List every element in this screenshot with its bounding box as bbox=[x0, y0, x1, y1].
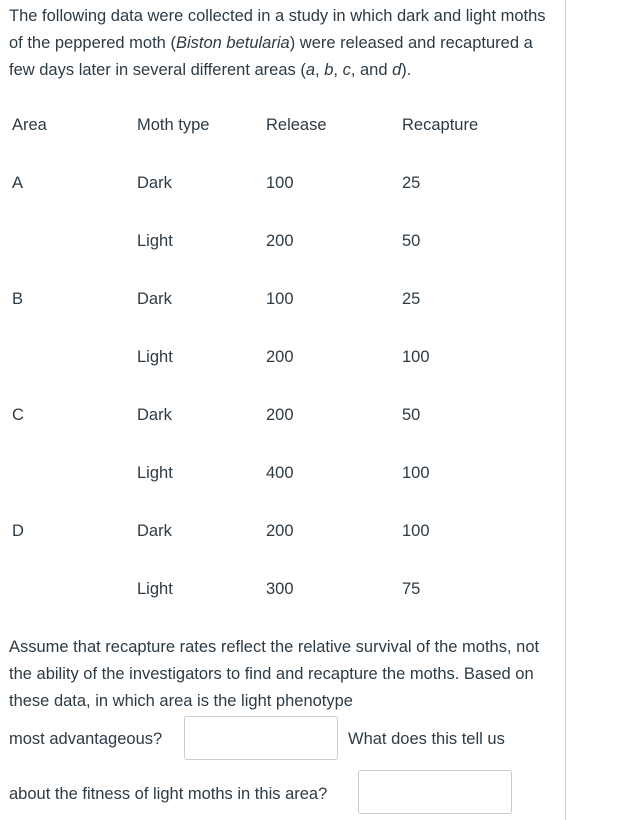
header-release: Release bbox=[266, 116, 327, 134]
cell-release: 300 bbox=[266, 580, 294, 598]
cell-release: 200 bbox=[266, 522, 294, 540]
area-letter-a: a bbox=[305, 61, 316, 79]
area-letter-c: c bbox=[342, 61, 351, 79]
cell-moth-type: Light bbox=[137, 464, 173, 482]
cell-recapture: 50 bbox=[402, 232, 421, 250]
cell-recapture: 50 bbox=[402, 406, 421, 424]
cell-release: 200 bbox=[266, 232, 294, 250]
cell-release: 400 bbox=[266, 464, 294, 482]
fitness-question-label: about the fitness of light moths in this area? bbox=[9, 785, 328, 803]
header-area: Area bbox=[12, 116, 47, 134]
intro-text-1: The following data were collected in a study in which dark and light moths of the peppered moth ( bbox=[9, 7, 546, 52]
table-row bbox=[0, 216, 560, 274]
cell-recapture: 75 bbox=[402, 580, 421, 598]
question-text: Assume that recapture rates reflect the relative survival of the moths, not the ability of the investigators to find and recapture the moths. Based on these data, in which area is the light phenotype bbox=[9, 638, 540, 710]
intro-sep-2: , bbox=[333, 61, 343, 79]
cell-release: 200 bbox=[266, 348, 294, 366]
area-answer-input[interactable] bbox=[184, 716, 338, 760]
table-row bbox=[0, 506, 560, 564]
cell-recapture: 100 bbox=[402, 522, 430, 540]
cell-moth-type: Dark bbox=[137, 290, 172, 308]
cell-recapture: 100 bbox=[402, 464, 430, 482]
cell-area: B bbox=[12, 290, 24, 308]
cell-moth-type: Light bbox=[137, 348, 173, 366]
cell-moth-type: Dark bbox=[137, 406, 172, 424]
table-header-row bbox=[0, 100, 560, 158]
table-row bbox=[0, 564, 560, 622]
header-recapture: Recapture bbox=[402, 116, 479, 134]
intro-sep-1: , bbox=[315, 61, 325, 79]
what-does-this-tell-label: What does this tell us bbox=[348, 730, 505, 748]
answer-line-1 bbox=[9, 716, 559, 760]
cell-recapture: 25 bbox=[402, 290, 421, 308]
intro-paragraph bbox=[9, 3, 554, 84]
cell-area: D bbox=[12, 522, 24, 540]
cell-recapture: 100 bbox=[402, 348, 430, 366]
cell-release: 100 bbox=[266, 290, 294, 308]
area-letter-d: d bbox=[392, 61, 402, 79]
header-moth-type: Moth type bbox=[137, 116, 210, 134]
cell-release: 200 bbox=[266, 406, 294, 424]
content-right-border bbox=[565, 0, 566, 820]
data-table bbox=[0, 100, 560, 622]
cell-recapture: 25 bbox=[402, 174, 421, 192]
cell-area: A bbox=[12, 174, 24, 192]
table-row bbox=[0, 390, 560, 448]
fitness-answer-input[interactable] bbox=[358, 770, 512, 814]
cell-moth-type: Dark bbox=[137, 522, 172, 540]
intro-sep-3: , and bbox=[350, 61, 393, 79]
answer-line-2 bbox=[9, 770, 559, 814]
table-row bbox=[0, 274, 560, 332]
intro-end: ). bbox=[401, 61, 412, 79]
cell-area: C bbox=[12, 406, 24, 424]
cell-moth-type: Dark bbox=[137, 174, 172, 192]
intro-text-2: ) were released and recaptured a few days later in several different areas ( bbox=[9, 34, 533, 79]
table-row bbox=[0, 158, 560, 216]
area-letter-b: b bbox=[324, 61, 334, 79]
table-row bbox=[0, 332, 560, 390]
most-advantageous-label: most advantageous? bbox=[9, 730, 163, 748]
cell-moth-type: Light bbox=[137, 232, 173, 250]
table-row bbox=[0, 448, 560, 506]
cell-release: 100 bbox=[266, 174, 294, 192]
cell-moth-type: Light bbox=[137, 580, 173, 598]
species-name: Biston betularia bbox=[175, 34, 290, 52]
